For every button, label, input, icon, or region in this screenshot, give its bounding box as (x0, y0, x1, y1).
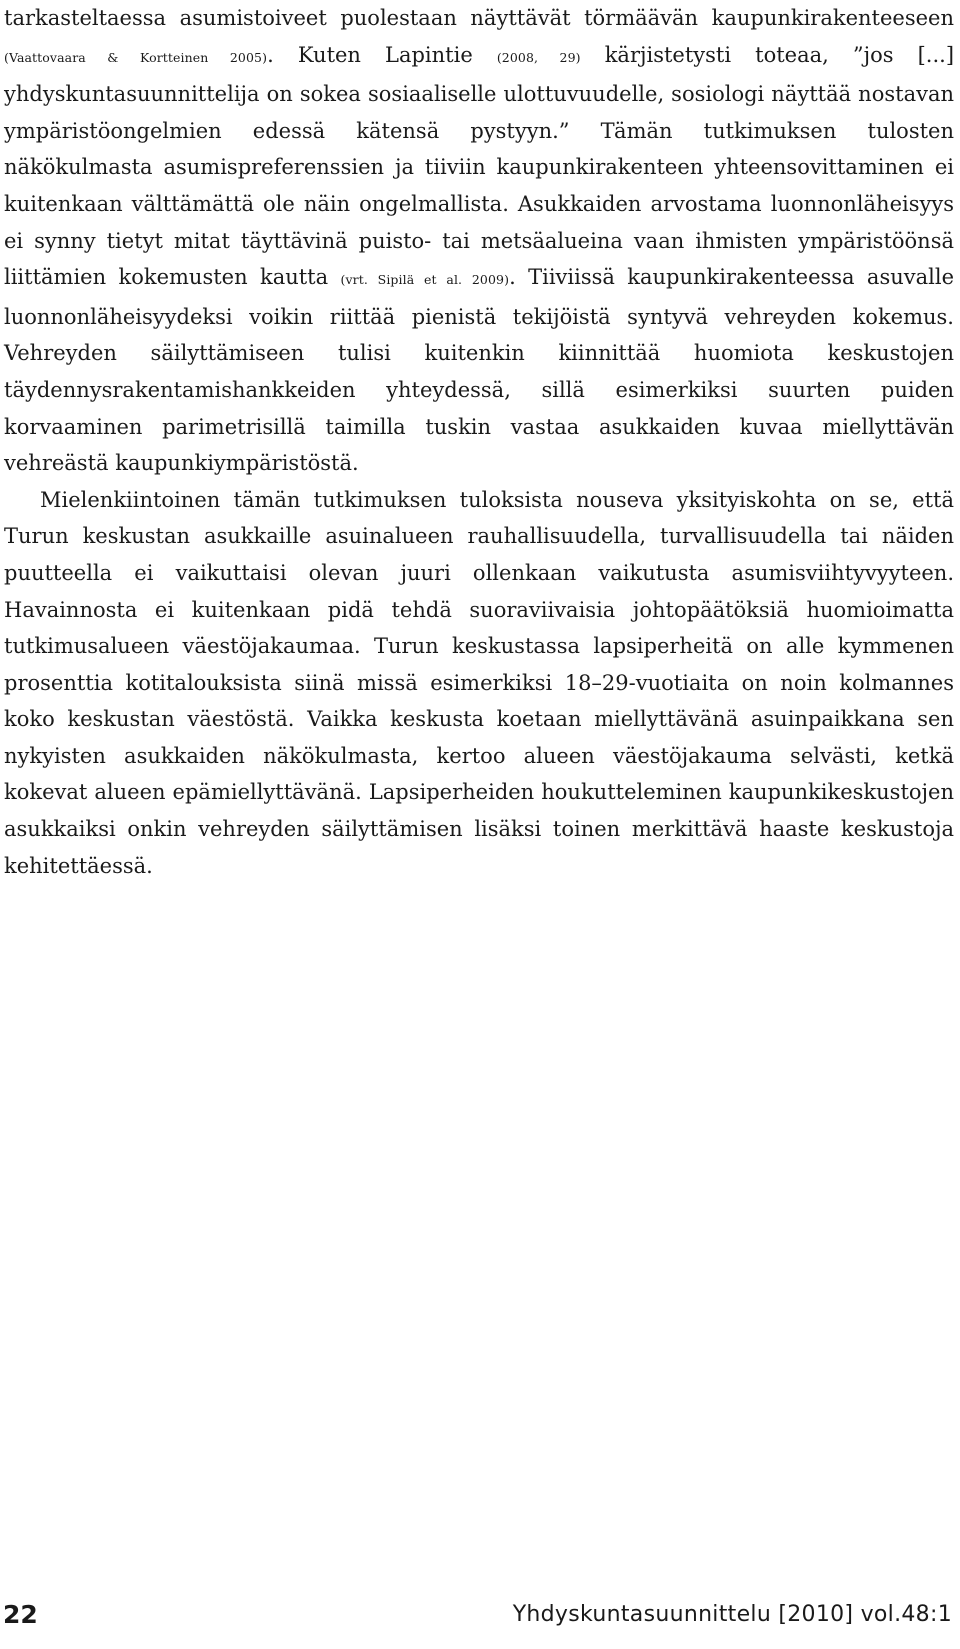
citation-vaattovaara-kortteinen: (Vaattovaara & Kortteinen 2005) (4, 49, 268, 65)
paragraph-1-text-2: . Kuten Lapintie (267, 42, 497, 67)
citation-sipila: (vrt. Sipilä et al. 2009) (340, 272, 510, 288)
paragraph-1-text-3: kärjistetysti toteaa, ”jos [...] yhdyskuntasuunnittelija on sokea sosiaaliselle ulottuvuudelle, sosiologi näyttää nostavan ympäristöongelmien edessä kätensä pystyyn.” Tämän tutkimuksen tulosten näkökulmasta asumispreferenssien ja tiiviin kaupunkirakenteen yhteensovittaminen ei kuitenkaan välttämättä ole näin ongelmallista. Asukkaiden arvostama luonnonläheisyys ei synny tietyt mitat täyttävinä puisto- tai metsäalueina vaan ihmisten ympäristöönsä liittämien kokemusten kautta (4, 42, 955, 290)
journal-reference: Yhdyskuntasuunnittelu [2010] vol.48:1 (512, 1602, 952, 1627)
page-footer (0, 1595, 960, 1635)
body-text (4, 0, 954, 884)
paragraph-1-text-4: . Tiiviissä kaupunkirakenteessa asuvalle luonnonläheisyydeksi voikin riittää pienistä tekijöistä syntyvä vehreyden kokemus. Vehreyden säilyttämiseen tulisi kuitenkin kiinnittää huomiota keskustojen täydennysrakentamishankkeiden yhteydessä, sillä esimerkiksi suurten puiden korvaaminen parimetrisillä taimilla tuskin vastaa asukkaiden kuvaa miellyttävän vehreästä kaupunkiympäristöstä. (4, 265, 955, 476)
paragraph-1 (4, 0, 954, 482)
paragraph-2: Mielenkiintoinen tämän tutkimuksen tuloksista nouseva yksityiskohta on se, että Turun keskustan asukkaille asuinalueen rauhallisuudella, turvallisuudella tai näiden puutteella ei vaikuttaisi olevan juuri ollenkaan vaikutusta asumisviihtyvyyteen. Havainnosta ei kuitenkaan pidä tehdä suoraviivaisia johtopäätöksiä huomioimatta tutkimusalueen väestöjakaumaa. Turun keskustassa lapsiperheitä on alle kymmenen prosenttia kotitalouksista siinä missä esimerkiksi 18–29-vuotiaita on noin kolmannes koko keskustan väestöstä. Vaikka keskusta koetaan miellyttävänä asuinpaikkana sen nykyisten asukkaiden näkökulmasta, kertoo alueen väestöjakauma selvästi, ketkä kokevat alueen epämiellyttävänä. Lapsiperheiden houkutteleminen kaupunkikeskustojen asukkaiksi onkin vehreyden säilyttämisen lisäksi toinen merkittävä haaste keskustoja kehitettäessä. (4, 487, 954, 878)
paragraph-1-text-1: tarkasteltaessa asumistoiveet puolestaan näyttävät törmäävän kaupunkirakenteeseen (4, 6, 954, 30)
page-number: 22 (3, 1600, 38, 1629)
citation-lapintie: (2008, 29) (496, 49, 581, 65)
